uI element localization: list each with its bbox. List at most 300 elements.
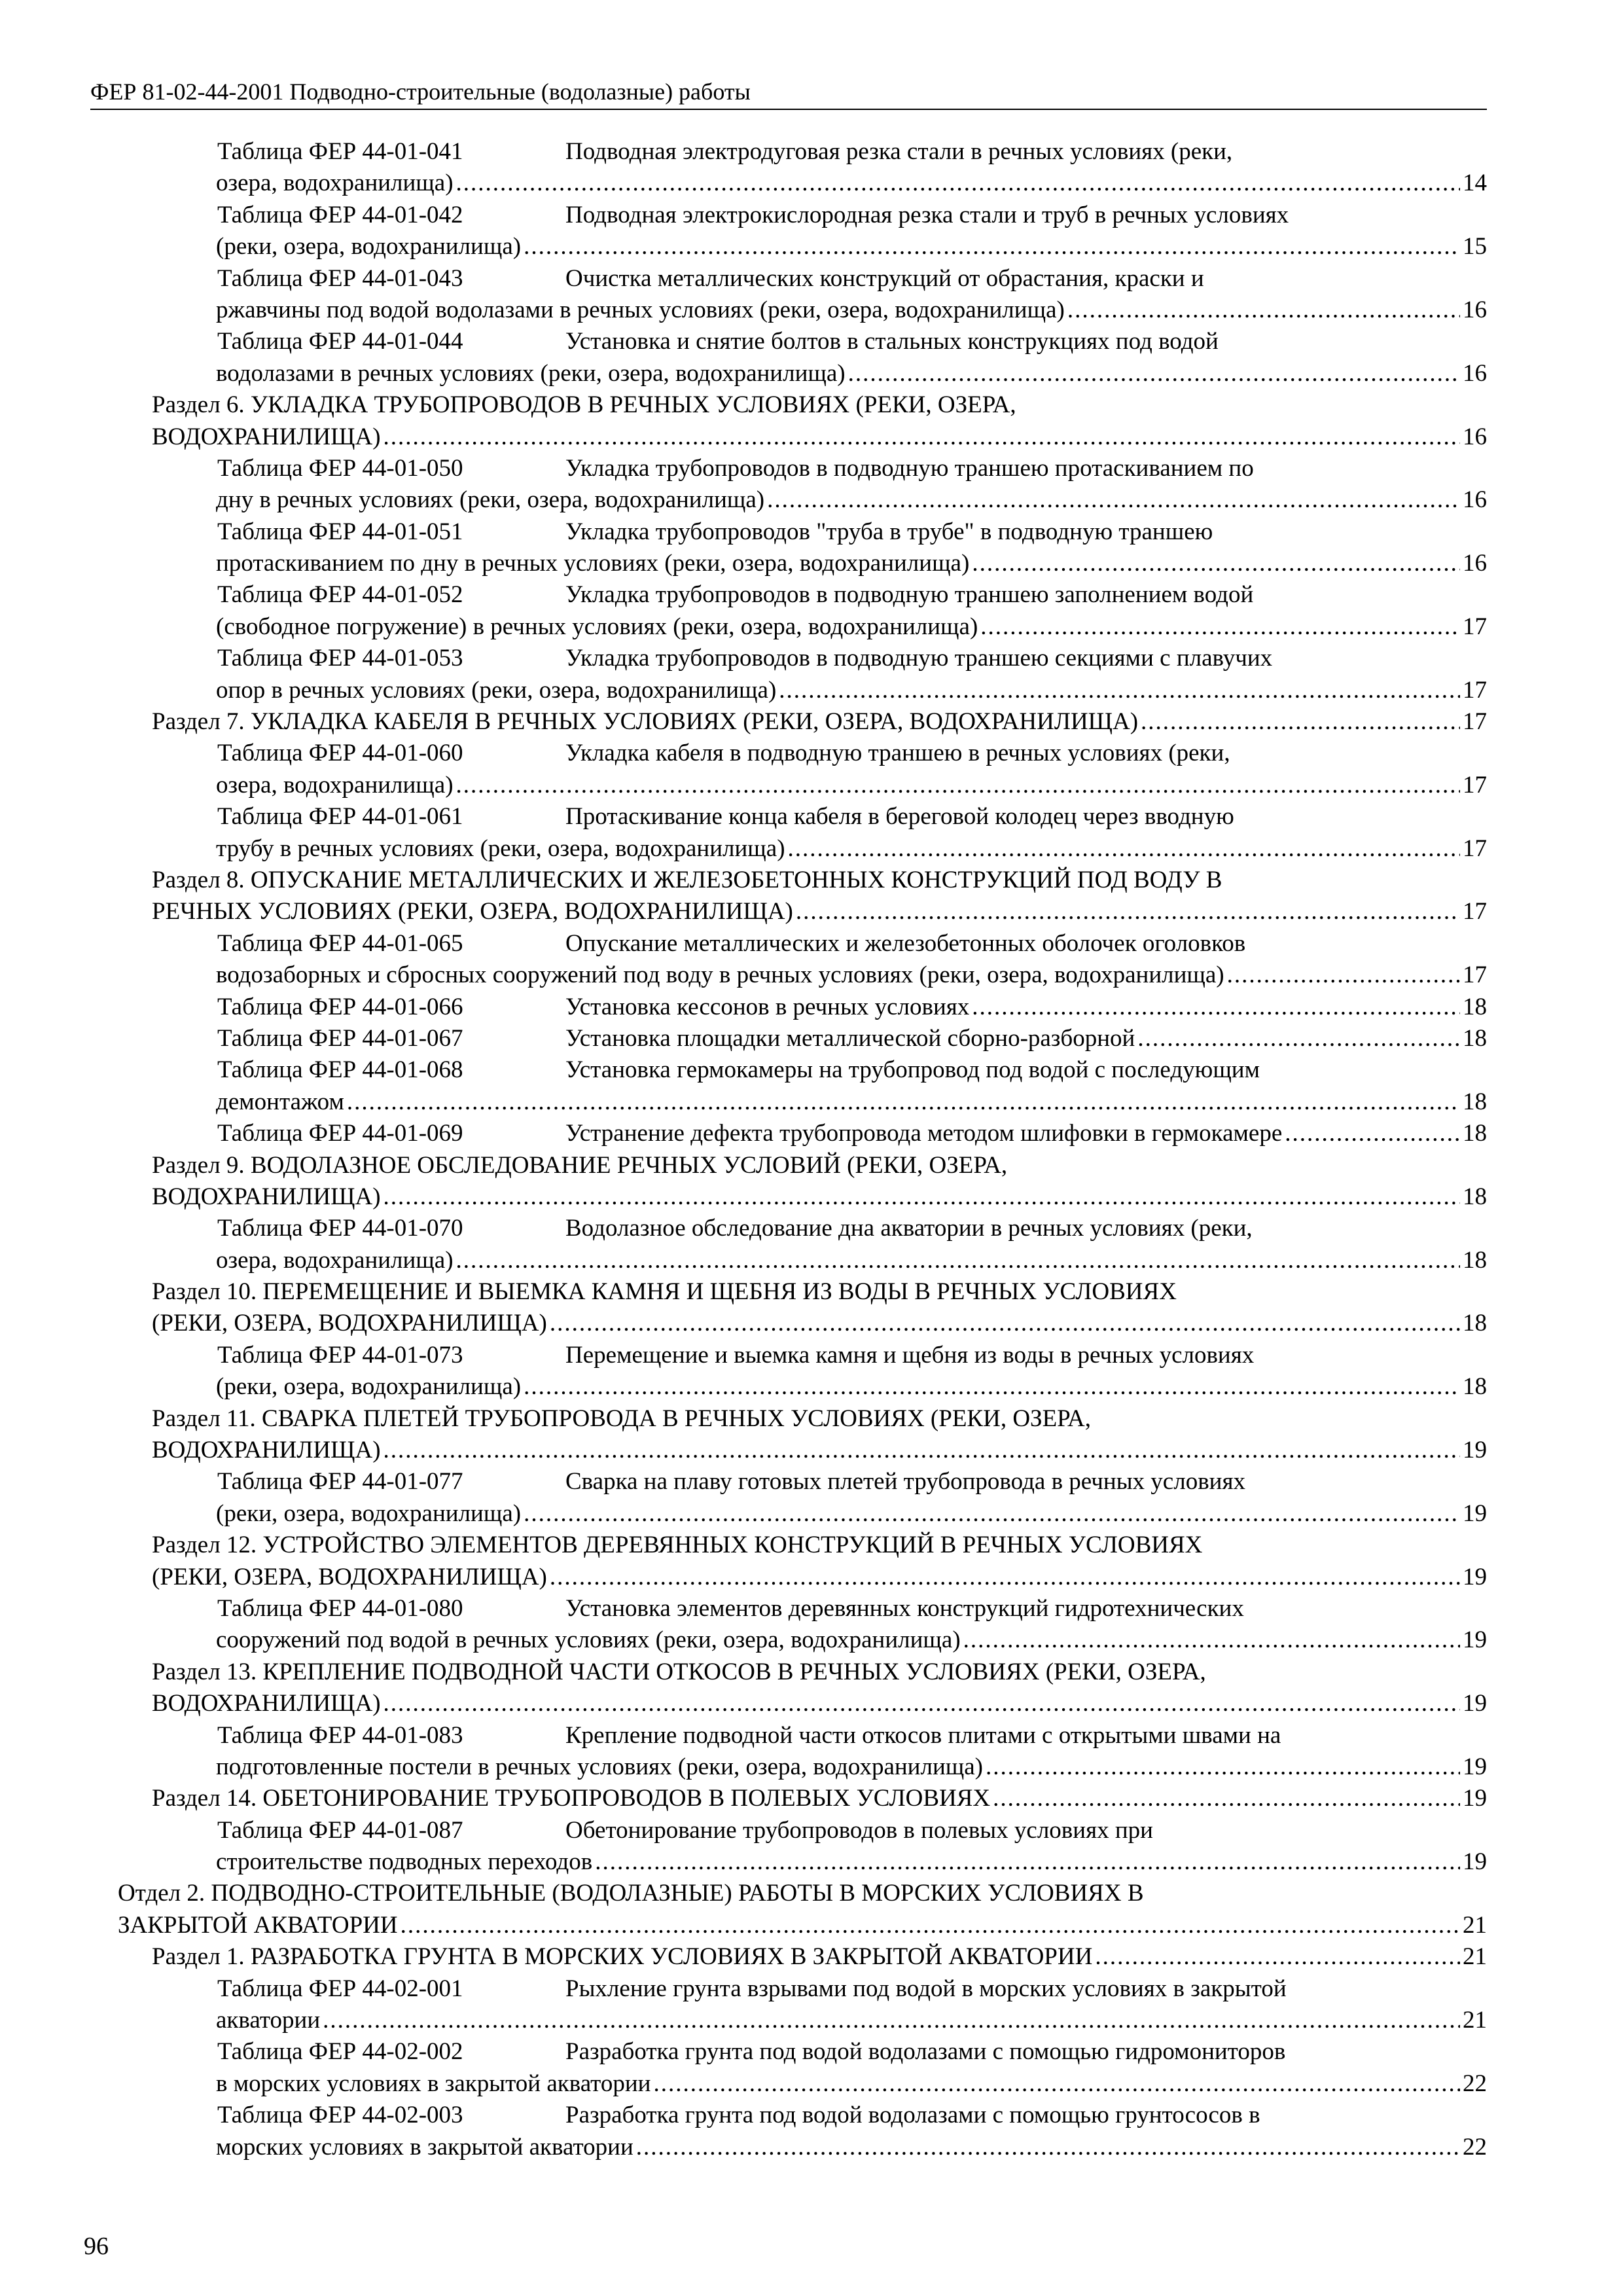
toc-table-entry xyxy=(118,738,1487,801)
dot-leader xyxy=(456,168,1460,199)
toc-entry-title: Раздел 12. УСТРОЙСТВО ЭЛЕМЕНТОВ ДЕРЕВЯННЫХ КОНСТРУКЦИЙ В РЕЧНЫХ УСЛОВИЯХ xyxy=(152,1532,1203,1559)
toc-entry-line xyxy=(217,1720,1487,1751)
toc-page-number: 21 xyxy=(1463,1911,1487,1939)
toc-entry-title: ржавчины под водой водолазами в речных условиях (реки, озера, водохранилища) xyxy=(216,296,1065,323)
toc-table-entry xyxy=(118,2036,1487,2100)
toc-section-entry xyxy=(118,1403,1487,1467)
toc-page-number: 18 xyxy=(1463,1183,1487,1210)
toc-entry-line xyxy=(217,928,1487,960)
toc-entry-text xyxy=(216,1086,344,1118)
dot-leader xyxy=(653,2068,1460,2100)
toc-entry-title: ВОДОХРАНИЛИЩА) xyxy=(152,1690,381,1717)
toc-section-entry xyxy=(118,706,1487,738)
toc-entry-text xyxy=(152,1688,381,1719)
toc-entry-text xyxy=(217,992,969,1023)
toc-entry-title: Установка кессонов в речных условиях xyxy=(565,993,970,1020)
toc-entry-title: ЗАКРЫТОЙ АКВАТОРИИ xyxy=(118,1911,398,1939)
toc-entry-line xyxy=(152,422,1487,453)
table-code: Таблица ФЕР 44-01-041 xyxy=(217,138,463,165)
toc-entry-line xyxy=(152,1530,1487,1561)
toc-entry-line xyxy=(152,1308,1487,1339)
table-code: Таблица ФЕР 44-01-073 xyxy=(217,1341,463,1369)
dot-leader xyxy=(848,358,1460,389)
dot-leader xyxy=(986,1751,1460,1783)
toc-entry-title: Подводная электродуговая резка стали в речных условиях (реки, xyxy=(565,138,1233,165)
toc-entry-title: дну в речных условиях (реки, озера, водохранилища) xyxy=(216,486,765,514)
toc-entry-title: Отдел 2. ПОДВОДНО-СТРОИТЕЛЬНЫЕ (ВОДОЛАЗНЫЕ) РАБОТЫ В МОРСКИХ УСЛОВИЯХ В xyxy=(118,1880,1144,1907)
toc-entry-text xyxy=(216,484,764,516)
toc-entry-title: Водолазное обследование дна акватории в речных условиях (реки, xyxy=(565,1215,1253,1242)
toc-table-entry xyxy=(118,1593,1487,1657)
toc-page-number: 19 xyxy=(1463,1785,1487,1812)
toc-page-number: 16 xyxy=(1463,423,1487,450)
toc-entry-text xyxy=(216,1245,454,1276)
toc-entry-title: Раздел 7. УКЛАДКА КАБЕЛЯ В РЕЧНЫХ УСЛОВИЯХ (РЕКИ, ОЗЕРА, ВОДОХРАНИЛИЩА) xyxy=(152,708,1139,736)
toc-entry-title: озера, водохранилища) xyxy=(216,170,454,197)
toc-entry-text xyxy=(216,960,1224,991)
toc-entry-text xyxy=(216,1498,521,1530)
toc-entry-line xyxy=(216,2068,1487,2100)
toc-table-entry xyxy=(118,1720,1487,1784)
toc-entry-text xyxy=(152,1783,990,1814)
dot-leader xyxy=(595,1846,1460,1878)
toc-department-entry xyxy=(118,1878,1487,1941)
toc-entry-line xyxy=(152,1783,1487,1814)
toc-entry-title: Раздел 8. ОПУСКАНИЕ МЕТАЛЛИЧЕСКИХ И ЖЕЛЕЗОБЕТОННЫХ КОНСТРУКЦИЙ ПОД ВОДУ В xyxy=(152,866,1222,893)
toc-page-number: 22 xyxy=(1463,2070,1487,2097)
dot-leader xyxy=(347,1086,1460,1118)
toc-entry-line xyxy=(152,1657,1487,1688)
toc-entry-title: акватории xyxy=(216,2007,321,2034)
toc-entry-line xyxy=(216,2132,1487,2163)
toc-leader-row xyxy=(152,1181,1487,1213)
toc-entry-line xyxy=(217,801,1487,833)
toc-entry-title: (реки, озера, водохранилища) xyxy=(216,233,522,260)
toc-entry-text xyxy=(216,1624,961,1656)
toc-entry-text xyxy=(216,2132,633,2163)
toc-leader-row xyxy=(216,2068,1487,2100)
toc-entry-title: Установка и снятие болтов в стальных конструкциях под водой xyxy=(565,328,1219,355)
toc-entry-title: водозаборных и сбросных сооружений под воду в речных условиях (реки, озера, водохранилища) xyxy=(216,961,1224,989)
toc-leader-row xyxy=(152,1783,1487,1814)
toc-entry-line xyxy=(217,1054,1487,1086)
toc-page-number: 16 xyxy=(1463,359,1487,387)
toc-page-number: 19 xyxy=(1463,1690,1487,1717)
dot-leader xyxy=(1141,706,1460,738)
toc-entry-title: сооружений под водой в речных условиях (реки, озера, водохранилища) xyxy=(216,1626,961,1654)
toc-leader-row xyxy=(216,1371,1487,1403)
dot-leader xyxy=(383,422,1460,453)
dot-leader xyxy=(1137,1023,1460,1054)
toc-page-number: 16 xyxy=(1463,486,1487,514)
toc-page-number: 22 xyxy=(1463,2133,1487,2161)
dot-leader xyxy=(383,1181,1460,1213)
dot-leader xyxy=(401,1910,1460,1941)
toc-entry-title: ВОДОХРАНИЛИЩА) xyxy=(152,1437,381,1464)
toc-leader-row xyxy=(152,1941,1487,1973)
toc-leader-row xyxy=(216,168,1487,199)
toc-leader-row xyxy=(118,1910,1487,1941)
toc-entry-line xyxy=(217,1973,1487,2005)
toc-entry-line xyxy=(216,1751,1487,1783)
toc-table-entry xyxy=(118,643,1487,706)
dot-leader xyxy=(550,1562,1460,1593)
toc-entry-line xyxy=(216,231,1487,262)
toc-entry-text xyxy=(152,1941,1092,1973)
toc-entry-line xyxy=(152,896,1487,927)
toc-entry-text xyxy=(152,1435,381,1466)
toc-entry-line xyxy=(152,1941,1487,1973)
toc-entry-title: (реки, озера, водохранилища) xyxy=(216,1373,522,1401)
toc-entry-title: Опускание металлических и железобетонных оболочек оголовков xyxy=(565,929,1246,957)
toc-page-number: 17 xyxy=(1463,834,1487,862)
toc-entry-text xyxy=(216,2068,651,2100)
dot-leader xyxy=(383,1688,1460,1719)
toc-leader-row xyxy=(216,770,1487,801)
toc-entry-text xyxy=(216,675,776,706)
table-code: Таблица ФЕР 44-02-002 xyxy=(217,2038,463,2066)
toc-entry-title: ВОДОХРАНИЛИЩА) xyxy=(152,423,381,450)
toc-page-number: 18 xyxy=(1463,1024,1487,1052)
toc-entry-text xyxy=(216,1371,521,1403)
table-code: Таблица ФЕР 44-01-044 xyxy=(217,328,463,355)
dot-leader xyxy=(524,1498,1460,1530)
table-code: Таблица ФЕР 44-01-080 xyxy=(217,1594,463,1622)
table-code: Таблица ФЕР 44-01-052 xyxy=(217,581,463,609)
toc-entry-title: Протаскивание конца кабеля в береговой колодец через вводную xyxy=(565,803,1234,831)
toc-entry-title: Подводная электрокислородная резка стали и труб в речных условиях xyxy=(565,201,1289,228)
dot-leader xyxy=(963,1624,1460,1656)
toc-entry-line xyxy=(217,1815,1487,1846)
toc-section-entry xyxy=(118,1657,1487,1720)
toc-entry-line xyxy=(217,136,1487,168)
dot-leader xyxy=(788,833,1460,865)
toc-table-entry xyxy=(118,1023,1487,1054)
toc-entry-line xyxy=(216,1498,1487,1530)
toc-entry-line xyxy=(152,1562,1487,1593)
table-code: Таблица ФЕР 44-01-083 xyxy=(217,1721,463,1749)
toc-page-number: 21 xyxy=(1463,1943,1487,1971)
toc-table-entry xyxy=(118,1815,1487,1878)
toc-entry-title: Перемещение и выемка камня и щебня из воды в речных условиях xyxy=(565,1341,1255,1369)
table-code: Таблица ФЕР 44-01-087 xyxy=(217,1816,463,1844)
toc-page-number: 18 xyxy=(1463,1373,1487,1401)
toc-entry-title: Разработка грунта под водой водолазами с помощью грунтососов в xyxy=(565,2102,1260,2129)
toc-table-entry xyxy=(118,1466,1487,1530)
toc-section-entry xyxy=(118,1941,1487,1973)
dot-leader xyxy=(1067,295,1460,326)
toc-entry-line xyxy=(217,200,1487,231)
toc-entry-title: ВОДОХРАНИЛИЩА) xyxy=(152,1183,381,1210)
toc-entry-title: Укладка трубопроводов в подводную траншею протаскиванием по xyxy=(565,454,1254,482)
toc-leader-row xyxy=(216,1245,1487,1276)
toc-table-entry xyxy=(118,579,1487,643)
page-number: 96 xyxy=(84,2233,109,2260)
toc-page-number: 17 xyxy=(1463,613,1487,640)
toc-page-number: 19 xyxy=(1463,1437,1487,1464)
toc-leader-row xyxy=(216,484,1487,516)
toc-entry-title: Раздел 10. ПЕРЕМЕЩЕНИЕ И ВЫЕМКА КАМНЯ И ЩЕБНЯ ИЗ ВОДЫ В РЕЧНЫХ УСЛОВИЯХ xyxy=(152,1278,1177,1306)
toc-page-number: 21 xyxy=(1463,2007,1487,2034)
toc-entry-text xyxy=(216,548,969,579)
toc-table-entry xyxy=(118,1213,1487,1276)
toc-entry-title: Раздел 9. ВОДОЛАЗНОЕ ОБСЛЕДОВАНИЕ РЕЧНЫХ УСЛОВИЙ (РЕКИ, ОЗЕРА, xyxy=(152,1151,1008,1179)
toc-entry-title: Разработка грунта под водой водолазами с помощью гидромониторов xyxy=(565,2038,1286,2066)
toc-entry-line xyxy=(216,484,1487,516)
toc-entry-title: Сварка на плаву готовых плетей трубопровода в речных условиях xyxy=(565,1468,1245,1496)
toc-leader-row xyxy=(216,231,1487,262)
toc-leader-row xyxy=(216,1846,1487,1878)
toc-page-number: 18 xyxy=(1463,1246,1487,1274)
toc-leader-row xyxy=(216,1498,1487,1530)
toc-page-number: 18 xyxy=(1463,1088,1487,1115)
table-code: Таблица ФЕР 44-01-050 xyxy=(217,454,463,482)
table-code: Таблица ФЕР 44-01-077 xyxy=(217,1468,463,1496)
dot-leader xyxy=(767,484,1460,516)
dot-leader xyxy=(524,231,1460,262)
toc-leader-row xyxy=(216,358,1487,389)
toc-entry-title: Установка гермокамеры на трубопровод под водой с последующим xyxy=(565,1056,1260,1084)
toc-table-entry xyxy=(118,453,1487,516)
toc-entry-title: в морских условиях в закрытой акватории xyxy=(216,2070,651,2097)
toc-entry-line xyxy=(216,1371,1487,1403)
toc-entry-line xyxy=(217,1213,1487,1244)
dot-leader xyxy=(456,1245,1460,1276)
toc-entry-line xyxy=(216,833,1487,865)
dot-leader xyxy=(993,1783,1460,1814)
toc-page-number: 15 xyxy=(1463,233,1487,260)
toc-table-entry xyxy=(118,2100,1487,2163)
toc-section-entry xyxy=(118,865,1487,928)
toc-entry-title: (РЕКИ, ОЗЕРА, ВОДОХРАНИЛИЩА) xyxy=(152,1310,547,1337)
dot-leader xyxy=(779,675,1460,706)
toc-page-number: 17 xyxy=(1463,961,1487,989)
table-code: Таблица ФЕР 44-01-069 xyxy=(217,1120,463,1147)
toc-entry-line xyxy=(216,611,1487,643)
toc-section-entry xyxy=(118,1276,1487,1340)
toc-leader-row xyxy=(216,295,1487,326)
toc-entry-line xyxy=(152,389,1487,421)
table-code: Таблица ФЕР 44-02-001 xyxy=(217,1975,463,2002)
toc-entry-line xyxy=(216,1624,1487,1656)
toc-leader-row xyxy=(217,992,1487,1023)
toc-page-number: 18 xyxy=(1463,1310,1487,1337)
table-code: Таблица ФЕР 44-01-068 xyxy=(217,1056,463,1084)
toc-entry-line xyxy=(217,2036,1487,2068)
toc-entry-text xyxy=(217,1023,1135,1054)
toc-leader-row xyxy=(216,1624,1487,1656)
toc-entry-line xyxy=(216,1086,1487,1118)
toc-page-number: 19 xyxy=(1463,1563,1487,1590)
toc-entry-title: Раздел 13. КРЕПЛЕНИЕ ПОДВОДНОЙ ЧАСТИ ОТКОСОВ В РЕЧНЫХ УСЛОВИЯХ (РЕКИ, ОЗЕРА, xyxy=(152,1658,1206,1685)
toc-leader-row xyxy=(216,611,1487,643)
toc-page-number: 17 xyxy=(1463,898,1487,925)
toc-entry-line xyxy=(118,1878,1487,1909)
toc-entry-line xyxy=(216,548,1487,579)
toc-leader-row xyxy=(152,422,1487,453)
table-code: Таблица ФЕР 44-01-066 xyxy=(217,993,463,1020)
toc-entry-line xyxy=(152,706,1487,738)
dot-leader xyxy=(456,770,1460,801)
dot-leader xyxy=(1227,960,1460,991)
toc-section-entry xyxy=(118,1150,1487,1213)
toc-entry-text xyxy=(216,2005,320,2036)
toc-entry-title: (реки, озера, водохранилища) xyxy=(216,1499,522,1527)
toc-entry-title: РЕЧНЫХ УСЛОВИЯХ (РЕКИ, ОЗЕРА, ВОДОХРАНИЛИЩА) xyxy=(152,898,793,925)
toc-table-entry xyxy=(118,136,1487,200)
toc-leader-row xyxy=(216,1086,1487,1118)
table-code: Таблица ФЕР 44-01-060 xyxy=(217,740,463,767)
toc-page-number: 17 xyxy=(1463,676,1487,704)
toc-entry-title: Очистка металлических конструкций от обрастания, краски и xyxy=(565,264,1204,292)
toc-entry-line xyxy=(217,263,1487,295)
toc-entry-title: водолазами в речных условиях (реки, озера, водохранилища) xyxy=(216,359,846,387)
toc-entry-text xyxy=(217,1118,1282,1149)
toc-section-entry xyxy=(118,1783,1487,1814)
toc-entry-line xyxy=(217,1118,1487,1149)
toc-leader-row xyxy=(152,896,1487,927)
toc-entry-line xyxy=(217,326,1487,357)
toc-entry-text xyxy=(118,1910,398,1941)
toc-entry-text xyxy=(216,168,454,199)
toc-page-number: 16 xyxy=(1463,296,1487,323)
toc-entry-title: (свободное погружение) в речных условиях (реки, озера, водохранилища) xyxy=(216,613,978,640)
toc-entry-text xyxy=(216,295,1065,326)
toc-entry-line xyxy=(217,738,1487,769)
dot-leader xyxy=(972,548,1460,579)
toc-leader-row xyxy=(216,2132,1487,2163)
toc-leader-row xyxy=(152,1688,1487,1719)
toc-entry-text xyxy=(152,1308,547,1339)
table-code: Таблица ФЕР 44-01-051 xyxy=(217,518,463,545)
toc-page-number: 18 xyxy=(1463,993,1487,1020)
toc-entry-title: опор в речных условиях (реки, озера, водохранилища) xyxy=(216,676,777,704)
toc-entry-text xyxy=(216,1846,592,1878)
toc-entry-line xyxy=(152,865,1487,896)
toc-table-entry xyxy=(118,801,1487,865)
table-of-contents xyxy=(118,136,1487,2163)
toc-entry-line xyxy=(217,453,1487,484)
table-code: Таблица ФЕР 44-01-053 xyxy=(217,645,463,672)
toc-leader-row xyxy=(216,960,1487,991)
toc-entry-line xyxy=(217,1023,1487,1054)
toc-entry-line xyxy=(217,2100,1487,2131)
table-code: Таблица ФЕР 44-02-003 xyxy=(217,2102,463,2129)
running-header: ФЕР 81-02-44-2001 Подводно-строительные (водолазные) работы xyxy=(90,77,1487,110)
toc-entry-title: Установка площадки металлической сборно-разборной xyxy=(565,1024,1135,1052)
toc-entry-title: Установка элементов деревянных конструкций гидротехнических xyxy=(565,1594,1244,1622)
toc-page-number: 17 xyxy=(1463,771,1487,798)
table-code: Таблица ФЕР 44-01-061 xyxy=(217,803,463,831)
toc-entry-line xyxy=(152,1150,1487,1181)
toc-entry-text xyxy=(152,896,793,927)
toc-table-entry xyxy=(118,1340,1487,1403)
toc-leader-row xyxy=(217,1118,1487,1149)
toc-entry-line xyxy=(118,1910,1487,1941)
dot-leader xyxy=(972,992,1460,1023)
toc-section-entry xyxy=(118,1530,1487,1593)
dot-leader xyxy=(524,1371,1460,1403)
toc-entry-line xyxy=(217,1593,1487,1624)
toc-table-entry xyxy=(118,1118,1487,1149)
toc-entry-text xyxy=(152,1181,381,1213)
toc-entry-title: строительстве подводных переходов xyxy=(216,1848,593,1876)
toc-entry-text xyxy=(216,231,521,262)
toc-entry-text xyxy=(216,1751,983,1783)
toc-entry-title: озера, водохранилища) xyxy=(216,771,454,798)
toc-entry-text xyxy=(152,1562,547,1593)
toc-entry-title: подготовленные постели в речных условиях (реки, озера, водохранилища) xyxy=(216,1753,983,1780)
toc-page-number: 19 xyxy=(1463,1848,1487,1876)
table-code: Таблица ФЕР 44-01-070 xyxy=(217,1215,463,1242)
toc-entry-title: демонтажом xyxy=(216,1088,344,1115)
toc-entry-line xyxy=(152,1181,1487,1213)
toc-page-number: 19 xyxy=(1463,1753,1487,1780)
toc-entry-title: Укладка трубопроводов в подводную траншею секциями с плавучих xyxy=(565,645,1273,672)
dot-leader xyxy=(636,2132,1460,2163)
toc-entry-title: Укладка трубопроводов в подводную траншею заполнением водой xyxy=(565,581,1254,609)
toc-leader-row xyxy=(152,1562,1487,1593)
toc-entry-title: Укладка кабеля в подводную траншею в речных условиях (реки, xyxy=(565,740,1230,767)
toc-entry-title: Укладка трубопроводов "труба в трубе" в подводную траншею xyxy=(565,518,1213,545)
toc-entry-line xyxy=(217,643,1487,674)
toc-page-number: 17 xyxy=(1463,708,1487,736)
toc-entry-line xyxy=(152,1435,1487,1466)
toc-table-entry xyxy=(118,928,1487,992)
toc-entry-line xyxy=(216,770,1487,801)
toc-entry-text xyxy=(152,422,381,453)
toc-entry-text xyxy=(216,833,785,865)
toc-entry-title: Раздел 11. СВАРКА ПЛЕТЕЙ ТРУБОПРОВОДА В РЕЧНЫХ УСЛОВИЯХ (РЕКИ, ОЗЕРА, xyxy=(152,1405,1091,1432)
toc-section-entry xyxy=(118,389,1487,453)
toc-leader-row xyxy=(217,1023,1487,1054)
toc-entry-title: озера, водохранилища) xyxy=(216,1246,454,1274)
table-code: Таблица ФЕР 44-01-065 xyxy=(217,929,463,957)
dot-leader xyxy=(796,896,1460,927)
toc-entry-title: морских условиях в закрытой акватории xyxy=(216,2133,633,2161)
toc-entry-line xyxy=(216,1846,1487,1878)
toc-entry-line xyxy=(216,295,1487,326)
toc-page-number: 19 xyxy=(1463,1626,1487,1654)
toc-entry-line xyxy=(216,358,1487,389)
toc-entry-line xyxy=(217,516,1487,548)
dot-leader xyxy=(550,1308,1460,1339)
dot-leader xyxy=(1285,1118,1460,1149)
toc-entry-line xyxy=(216,168,1487,199)
toc-page-number: 14 xyxy=(1463,170,1487,197)
toc-table-entry xyxy=(118,1054,1487,1118)
toc-entry-title: Раздел 1. РАЗРАБОТКА ГРУНТА В МОРСКИХ УСЛОВИЯХ В ЗАКРЫТОЙ АКВАТОРИИ xyxy=(152,1943,1093,1971)
toc-leader-row xyxy=(216,833,1487,865)
toc-leader-row xyxy=(216,2005,1487,2036)
toc-entry-title: (РЕКИ, ОЗЕРА, ВОДОХРАНИЛИЩА) xyxy=(152,1563,547,1590)
toc-entry-title: Раздел 14. ОБЕТОНИРОВАНИЕ ТРУБОПРОВОДОВ В ПОЛЕВЫХ УСЛОВИЯХ xyxy=(152,1785,991,1812)
toc-entry-line xyxy=(216,1245,1487,1276)
toc-page-number: 16 xyxy=(1463,550,1487,577)
toc-table-entry xyxy=(118,263,1487,327)
toc-entry-line xyxy=(217,579,1487,611)
toc-entry-text xyxy=(216,770,454,801)
toc-entry-line xyxy=(217,1340,1487,1371)
toc-entry-title: Раздел 6. УКЛАДКА ТРУБОПРОВОДОВ В РЕЧНЫХ УСЛОВИЯХ (РЕКИ, ОЗЕРА, xyxy=(152,391,1016,419)
toc-entry-text xyxy=(216,358,846,389)
toc-entry-title: Обетонирование трубопроводов в полевых условиях при xyxy=(565,1816,1153,1844)
toc-table-entry xyxy=(118,516,1487,580)
toc-entry-title: Крепление подводной части откосов плитами с открытыми швами на xyxy=(565,1721,1281,1749)
toc-entry-line xyxy=(216,2005,1487,2036)
toc-entry-title: Устранение дефекта трубопровода методом шлифовки в гермокамере xyxy=(565,1120,1283,1147)
toc-entry-line xyxy=(152,1276,1487,1308)
